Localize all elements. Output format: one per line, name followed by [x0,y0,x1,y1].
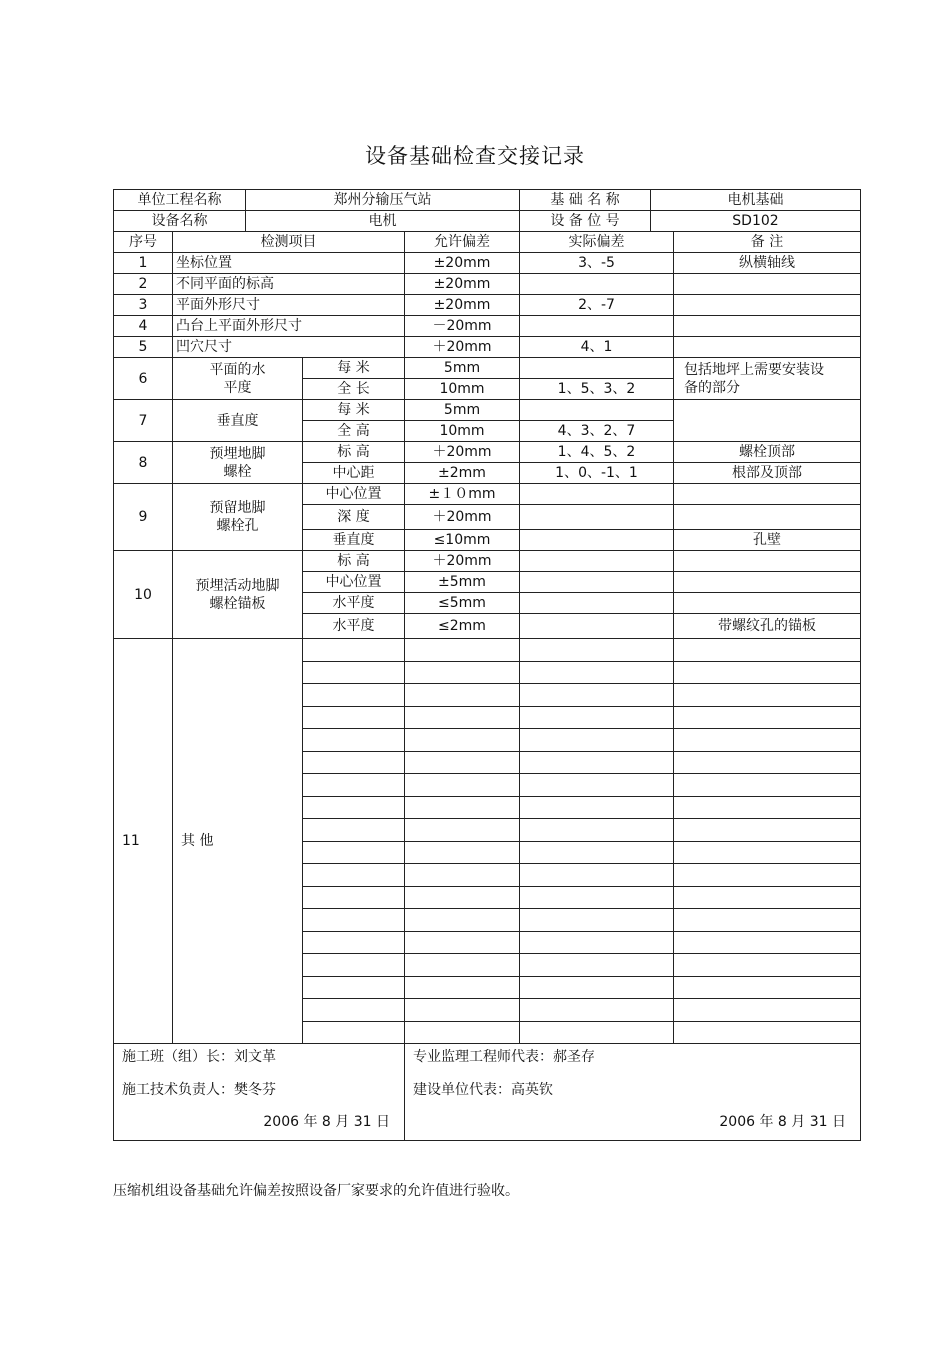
row-allow: ＋20mm [405,337,520,358]
equip-label: 设备名称 [114,211,246,232]
table-row [114,639,861,662]
row-actual: 4、1 [520,337,674,358]
empty-cell [405,819,520,842]
empty-cell [674,909,861,932]
table-row [114,400,861,421]
row-no: 8 [114,442,173,484]
row-allow: ±20mm [405,274,520,295]
unit-value: 郑州分输压气站 [246,190,520,211]
empty-cell [674,751,861,774]
row-no: 2 [114,274,173,295]
table-row [114,274,861,295]
empty-cell [303,931,405,954]
row-allow: ±5mm [405,572,520,593]
empty-cell [520,954,674,977]
remark-line: 包括地坪上需要安装设 [684,361,824,378]
empty-cell [303,909,405,932]
empty-cell [674,931,861,954]
row-item: 垂直度 [173,400,303,442]
empty-cell [520,999,674,1022]
col-remark: 备 注 [674,232,861,253]
empty-cell [520,909,674,932]
empty-cell [674,1021,861,1044]
empty-cell [520,706,674,729]
table-row [114,358,861,379]
tech-lead: 施工技术负责人：樊冬芬 [122,1082,276,1098]
empty-cell [674,841,861,864]
row-item [173,358,303,400]
empty-cell [303,999,405,1022]
sub-item: 中心位置 [303,484,405,505]
sub-item: 全 长 [303,379,405,400]
row-no: 1 [114,253,173,274]
row-remark: 根部及顶部 [674,463,861,484]
empty-cell [674,639,861,662]
row-actual [520,358,674,379]
left-date: 2006 年 8 月 31 日 [263,1114,390,1130]
row-item: 其 他 [173,639,303,1044]
row-item-line: 预留地脚 [209,500,266,516]
row-actual [520,316,674,337]
row-actual [520,572,674,593]
row-actual [520,400,674,421]
row-no: 6 [114,358,173,400]
row-remark [674,593,861,614]
empty-cell [405,639,520,662]
empty-cell [674,796,861,819]
empty-cell [520,931,674,954]
row-actual: 1、4、5、2 [520,442,674,463]
row-remark [674,316,861,337]
row-no: 7 [114,400,173,442]
signature-left [114,1044,405,1141]
empty-cell [303,684,405,707]
row-allow: 5mm [405,358,520,379]
empty-cell [303,774,405,797]
row-actual [520,593,674,614]
supervisor: 专业监理工程师代表：郝圣存 [413,1049,595,1065]
row-no: 10 [114,551,173,639]
empty-cell [520,864,674,887]
row-remark: 带螺纹孔的锚板 [674,614,861,639]
right-date: 2006 年 8 月 31 日 [719,1114,846,1130]
row-item-line: 螺栓锚板 [209,595,266,612]
row-item-line: 螺栓 [223,463,252,480]
empty-cell [303,886,405,909]
row-actual: 3、-5 [520,253,674,274]
signature-row [114,1044,861,1141]
table-row [114,337,861,358]
row-item: 坐标位置 [173,253,405,274]
pos-value: SD102 [651,211,861,232]
row-remark [674,295,861,316]
row-allow: 10mm [405,421,520,442]
empty-cell [520,661,674,684]
row-item: 凹穴尺寸 [173,337,405,358]
row-remark [674,551,861,572]
row-remark: 纵横轴线 [674,253,861,274]
table-row [114,484,861,505]
row-allow: 10mm [405,379,520,400]
signature-right [405,1044,861,1141]
row-actual [520,614,674,639]
row-allow: ≤5mm [405,593,520,614]
empty-cell [520,886,674,909]
empty-cell [674,661,861,684]
row-actual [520,274,674,295]
empty-cell [405,1021,520,1044]
col-allow: 允许偏差 [405,232,520,253]
sub-item: 每 米 [303,400,405,421]
row-no: 3 [114,295,173,316]
row-remark [674,572,861,593]
table-row [114,253,861,274]
row-item-line: 螺栓孔 [216,518,259,534]
empty-cell [520,1021,674,1044]
row-no: 9 [114,484,173,551]
empty-cell [674,886,861,909]
empty-cell [303,751,405,774]
row-item-line: 预埋地脚 [209,445,266,462]
empty-cell [520,841,674,864]
team-leader: 施工班（组）长：刘文革 [122,1049,276,1065]
empty-cell [303,706,405,729]
row-remark [674,484,861,505]
empty-cell [520,729,674,752]
empty-cell [405,999,520,1022]
row-actual: 2、-7 [520,295,674,316]
row-remark: 孔壁 [674,530,861,551]
sub-item: 中心位置 [303,572,405,593]
row-allow: ＋20mm [405,551,520,572]
row-actual [520,484,674,505]
row-remark [674,400,861,442]
empty-cell [520,976,674,999]
empty-cell [674,976,861,999]
col-no: 序号 [114,232,173,253]
sub-item: 标 高 [303,442,405,463]
equip-value: 电机 [246,211,520,232]
empty-cell [405,864,520,887]
row-actual: 1、0、-1、1 [520,463,674,484]
sub-item: 全 高 [303,421,405,442]
empty-cell [520,639,674,662]
empty-cell [405,706,520,729]
empty-cell [303,841,405,864]
sub-item: 中心距 [303,463,405,484]
empty-cell [520,774,674,797]
row-actual: 4、3、2、7 [520,421,674,442]
base-value: 电机基础 [651,190,861,211]
row-allow: ±20mm [405,295,520,316]
row-no: 11 [114,639,173,1044]
empty-cell [405,976,520,999]
empty-cell [303,729,405,752]
empty-cell [520,796,674,819]
col-item: 检测项目 [173,232,405,253]
row-remark [674,358,861,400]
row-allow: ≤2mm [405,614,520,639]
empty-cell [303,864,405,887]
row-actual [520,505,674,530]
empty-cell [520,819,674,842]
row-actual [520,551,674,572]
row-allow: ±１０mm [405,484,520,505]
empty-cell [520,684,674,707]
empty-cell [405,661,520,684]
empty-cell [405,751,520,774]
empty-cell [405,774,520,797]
row-remark [674,274,861,295]
sub-item: 标 高 [303,551,405,572]
row-allow: ≤10mm [405,530,520,551]
row-no: 4 [114,316,173,337]
inspection-table [113,189,861,1141]
empty-cell [674,954,861,977]
other-rows [114,639,861,1044]
col-actual: 实际偏差 [520,232,674,253]
row-remark [674,337,861,358]
empty-cell [674,864,861,887]
row-allow: ±20mm [405,253,520,274]
row-item: 不同平面的标高 [173,274,405,295]
remark-line: 备的部分 [684,379,740,396]
row-item [173,484,303,551]
row-item-line: 平面的水 [209,361,266,378]
empty-cell [405,886,520,909]
empty-cell [405,796,520,819]
empty-cell [674,999,861,1022]
empty-cell [303,976,405,999]
page-title: 设备基础检查交接记录 [365,144,585,168]
sub-item: 深 度 [303,505,405,530]
row-actual: 1、5、3、2 [520,379,674,400]
empty-cell [303,1021,405,1044]
empty-cell [674,706,861,729]
row-item-line: 预埋活动地脚 [195,577,280,594]
sub-item: 每 米 [303,358,405,379]
row-allow: 5mm [405,400,520,421]
empty-cell [405,909,520,932]
row-allow: －20mm [405,316,520,337]
empty-cell [405,729,520,752]
empty-cell [405,684,520,707]
pos-label: 设 备 位 号 [520,211,651,232]
sub-item: 垂直度 [303,530,405,551]
row-actual [520,530,674,551]
empty-cell [674,819,861,842]
unit-label: 单位工程名称 [114,190,246,211]
base-label: 基 础 名 称 [520,190,651,211]
row-item: 凸台上平面外形尺寸 [173,316,405,337]
sub-item: 水平度 [303,593,405,614]
sub-item: 水平度 [303,614,405,639]
empty-cell [303,954,405,977]
footnote: 压缩机组设备基础允许偏差按照设备厂家要求的允许值进行验收。 [113,1183,519,1199]
table-row [114,295,861,316]
row-item [173,551,303,639]
row-no: 5 [114,337,173,358]
row-remark [674,505,861,530]
row-item-line: 平度 [223,379,252,396]
empty-cell [405,954,520,977]
empty-cell [303,639,405,662]
empty-cell [303,661,405,684]
row-item [173,442,303,484]
row-allow: ±2mm [405,463,520,484]
table-row [114,442,861,463]
row-allow: ＋20mm [405,505,520,530]
empty-cell [674,729,861,752]
empty-cell [405,931,520,954]
empty-cell [405,841,520,864]
empty-cell [520,751,674,774]
table-row [114,316,861,337]
table-row [114,551,861,572]
owner-rep: 建设单位代表：高英钦 [413,1082,553,1098]
empty-cell [303,796,405,819]
row-remark: 螺栓顶部 [674,442,861,463]
empty-cell [674,774,861,797]
empty-cell [303,819,405,842]
row-allow: ＋20mm [405,442,520,463]
row-item: 平面外形尺寸 [173,295,405,316]
empty-cell [674,684,861,707]
